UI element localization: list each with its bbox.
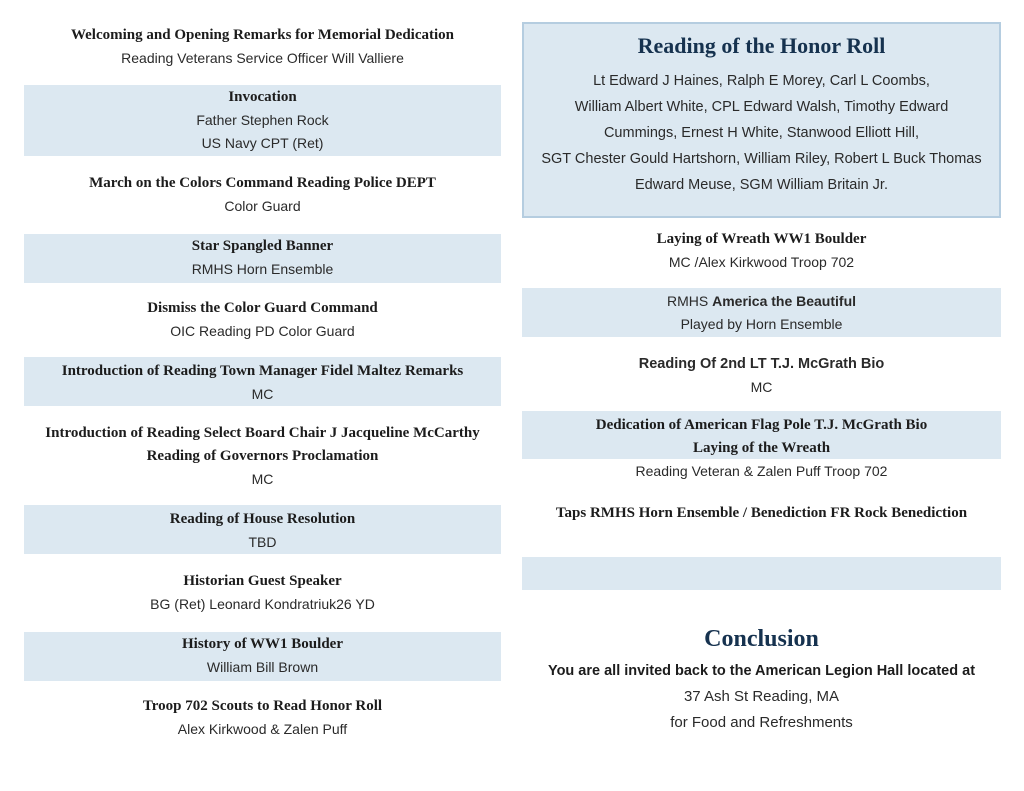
program-item-mcgrath-bio xyxy=(522,353,1001,401)
program-item-colors xyxy=(24,172,501,220)
item-title: Troop 702 Scouts to Read Honor Roll xyxy=(142,698,383,714)
item-title: Welcoming and Opening Remarks for Memorial Dedication xyxy=(70,27,455,43)
item-title: Reading of House Resolution xyxy=(169,511,356,527)
program-item-dismiss xyxy=(24,297,501,345)
item-title-second: Reading of Governors Proclamation xyxy=(146,448,379,464)
program-item-house-resolution xyxy=(24,505,501,554)
item-detail: William Bill Brown xyxy=(206,659,319,675)
item-title: Dismiss the Color Guard Command xyxy=(147,300,378,316)
item-detail: TBD xyxy=(248,534,277,550)
item-detail: US Navy CPT (Ret) xyxy=(201,135,324,151)
program-item-america xyxy=(522,288,1001,337)
item-title: March on the Colors Command Reading Police DEPT xyxy=(89,175,436,191)
honor-roll-box xyxy=(522,22,1001,218)
honor-roll-title: Reading of the Honor Roll xyxy=(637,33,886,58)
empty-shaded-band xyxy=(522,557,1001,590)
item-title: Laying of Wreath WW1 Boulder xyxy=(656,231,867,247)
program-item-town-manager xyxy=(24,357,501,406)
item-title: Star Spangled Banner xyxy=(191,238,334,254)
honor-roll-line: SGT Chester Gould Hartshorn, William Riley, Robert L Buck Thomas xyxy=(541,151,982,167)
conclusion-invite: You are all invited back to the American Legion Hall located at xyxy=(547,663,976,679)
item-detail: Reading Veterans Service Officer Will Valliere xyxy=(121,50,404,66)
honor-roll-names xyxy=(528,68,995,198)
item-title: Taps RMHS Horn Ensemble / Benediction FR Rock Benediction xyxy=(555,505,968,521)
conclusion-food: for Food and Refreshments xyxy=(670,714,853,731)
item-detail: MC /Alex Kirkwood Troop 702 xyxy=(668,254,855,270)
item-detail: MC xyxy=(251,471,274,487)
item-title: Reading Of 2nd LT T.J. McGrath Bio xyxy=(638,356,885,372)
conclusion-title: Conclusion xyxy=(704,626,819,652)
item-title-prefix: RMHS xyxy=(666,293,713,309)
item-title: Invocation xyxy=(228,89,297,105)
honor-roll-line: Edward Meuse, SGM William Britain Jr. xyxy=(634,177,888,193)
program-item-taps xyxy=(522,502,1001,526)
program-item-wreath xyxy=(522,228,1001,276)
program-item-select-board xyxy=(24,422,501,494)
item-title: Historian Guest Speaker xyxy=(183,573,342,589)
program-item-flag-pole xyxy=(522,411,1001,486)
item-title-bold: America the Beautiful xyxy=(712,293,857,309)
item-detail: Alex Kirkwood & Zalen Puff xyxy=(177,721,348,737)
item-detail: MC xyxy=(251,386,274,402)
item-detail: Played by Horn Ensemble xyxy=(680,316,843,332)
program-item-welcome xyxy=(24,24,501,72)
item-title: Dedication of American Flag Pole T.J. McGrath Bio xyxy=(595,417,928,433)
item-title-second: Laying of the Wreath xyxy=(692,440,831,456)
item-title: Introduction of Reading Select Board Chair J Jacqueline McCarthy xyxy=(45,425,480,441)
conclusion-section xyxy=(522,624,1001,744)
item-detail: MC xyxy=(750,379,773,395)
conclusion-address: 37 Ash St Reading, MA xyxy=(683,688,840,705)
program-item-anthem xyxy=(24,234,501,283)
item-title: History of WW1 Boulder xyxy=(182,636,343,652)
item-detail: Color Guard xyxy=(224,198,301,214)
item-detail: Reading Veteran & Zalen Puff Troop 702 xyxy=(635,463,888,479)
item-title xyxy=(522,290,1001,313)
item-title: Introduction of Reading Town Manager Fidel Maltez Remarks xyxy=(61,363,464,379)
honor-roll-line: William Albert White, CPL Edward Walsh, Timothy Edward xyxy=(574,99,949,115)
honor-roll-line: Lt Edward J Haines, Ralph E Morey, Carl L Coombs, xyxy=(593,73,930,89)
program-item-boulder-history xyxy=(24,632,501,681)
item-detail: OIC Reading PD Color Guard xyxy=(170,323,355,339)
program-item-troop-702 xyxy=(24,695,501,743)
flag-pole-shaded-band xyxy=(522,411,1001,459)
program-item-guest-speaker xyxy=(24,570,501,618)
honor-roll-line: Cummings, Ernest H White, Stanwood Elliott Hill, xyxy=(603,125,920,141)
item-detail: BG (Ret) Leonard Kondratriuk26 YD xyxy=(150,596,375,612)
program-item-invocation xyxy=(24,85,501,156)
item-detail: RMHS Horn Ensemble xyxy=(191,261,334,277)
item-detail: Father Stephen Rock xyxy=(196,112,329,128)
